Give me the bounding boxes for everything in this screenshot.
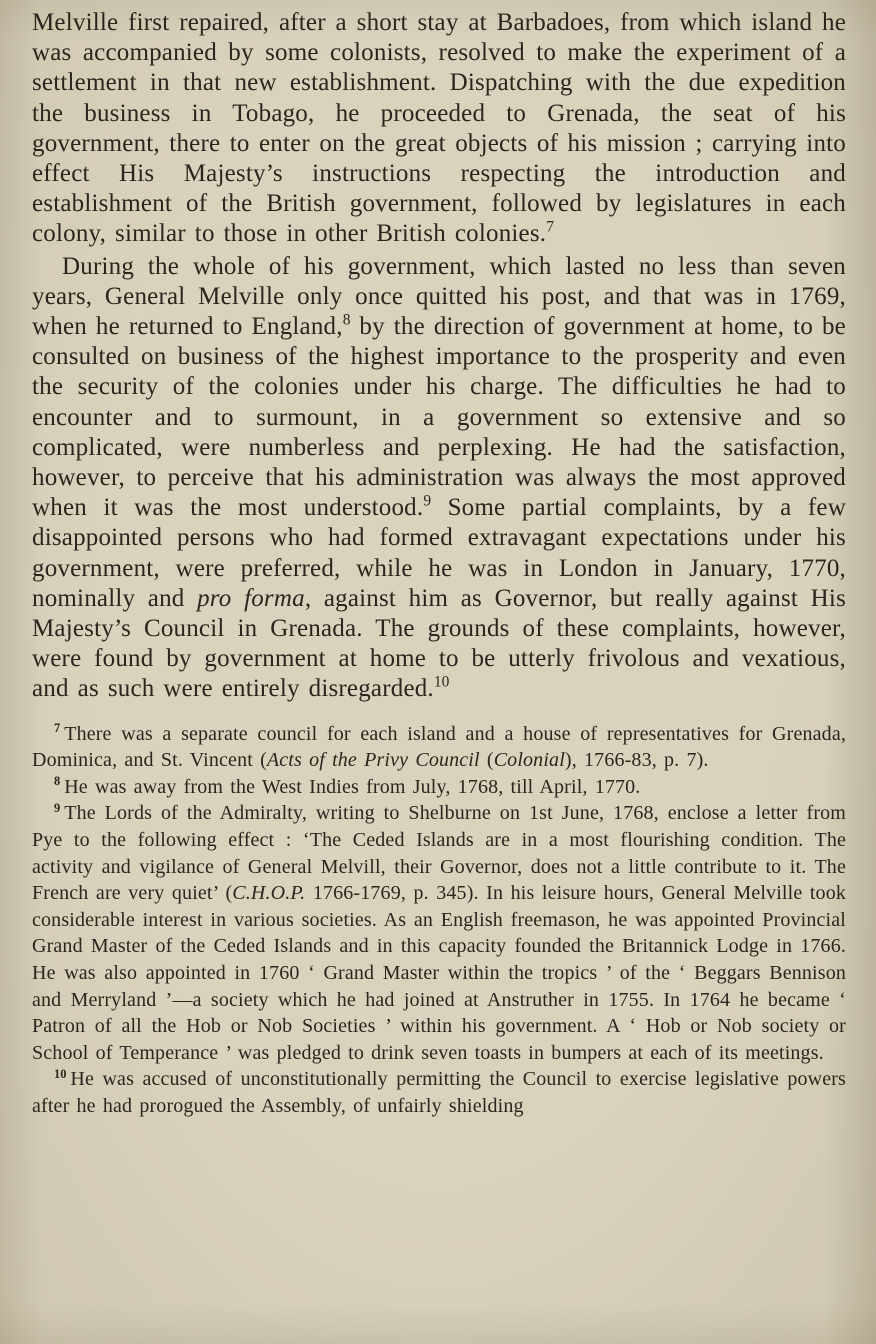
text-run: He was accused of unconstitutionally permitting the Council to exercise legislative powers after he had prorogued the Assembly, of unfairly shielding: [32, 1068, 846, 1117]
footnote-number: 8: [54, 774, 61, 789]
text-run: He was away from the West Indies from July, 1768, till April, 1770.: [64, 775, 641, 798]
footnote-10: [32, 1066, 846, 1119]
footnote-number: 7: [54, 721, 61, 736]
text-run: (: [479, 749, 494, 772]
text-run: The Lords of the Admiralty, writing to Shelburne on 1st June, 1768, enclose a letter from Pye to the following effect : ‘The Ceded Islands are in a most flourishing condition. The activity and vigilance of General Melvill, their Governor, does not a little contribute to it. The French are very quiet’ (: [32, 802, 846, 905]
text-run: Some partial complaints, by a few disappointed persons who had formed extravagant expectations under his government, were preferred, while he was in London in January, 1770, nominally and: [32, 494, 846, 612]
footnote-ref: 9: [423, 492, 432, 510]
footnote-ref: 10: [433, 674, 450, 692]
footnote-ref: 7: [546, 219, 554, 237]
footnotes: [32, 721, 846, 1120]
text-run: C.H.O.P.: [232, 882, 306, 905]
footnote-number: 10: [54, 1066, 67, 1081]
text-run: Melville first repaired, after a short stay at Barbadoes, from which island he was accompanied by some colonists, resolved to make the experiment of a settlement in that new establishment. Dispatching with the due expedition the business in Tobago, he proceeded to Grenada, the seat of his government, there to enter on the great objects of his mission ; carrying into effect His Majesty’s instructions respecting the introduction and establishment of the British government, followed by legislatures in each colony, similar to those in other British colonies.: [32, 9, 846, 248]
footnote-9: [32, 800, 846, 1066]
paragraph-1: [32, 8, 846, 250]
text-run: Colonial: [493, 749, 565, 772]
text-run: by the direction of government at home, to be consulted on business of the highest importance to the prosperity and even the security of the colonies under his charge. The difficulties he had to encounter and to surmount, in a government so extensive and so complicated, were numberless and perplexing. He had the satisfaction, however, to perceive that his administration was always the most approved when it was the most understood.: [32, 313, 846, 522]
text-run: Acts of the Privy Council: [266, 749, 480, 772]
text-run: During the whole of his government, which lasted no less than seven years, General Melville only once quitted his post, and that was in 1769, when he returned to England,: [32, 252, 846, 341]
body-text: [32, 8, 846, 705]
footnote-ref: 8: [342, 311, 351, 329]
text-run: There was a separate council for each island and a house of representatives for Grenada, Dominica, and St. Vincent (: [32, 722, 846, 772]
text-run: 1766-1769, p. 345). In his leisure hours, General Melville took considerable interest in various societies. As an English freemason, he was appointed Provincial Grand Master of the Ceded Islands and in this capacity founded the Britannick Lodge in 1766. He was also appointed in 1760 ‘ Grand Master within the tropics ’ of the ‘ Beggars Bennison and Merryland ’—a society which he had joined at Anstruther in 1755. In 1764 he became ‘ Patron of all the Hob or Nob Societies ’ within his government. A ‘ Hob or Nob society or School of Temperance ’ was pledged to drink seven toasts in bumpers at each of its meetings.: [32, 882, 846, 1064]
paragraph-2: [32, 252, 846, 705]
text-run: pro forma: [197, 584, 305, 612]
footnote-number: 9: [54, 800, 61, 815]
text-run: , against him as Governor, but really against His Majesty’s Council in Grenada. The grounds of these complaints, however, were found by government at home to be utterly frivolous and vexatious, and as such were entirely disregarded.: [32, 584, 846, 703]
footnote-8: [32, 774, 846, 801]
footnote-7: [32, 721, 846, 774]
text-run: ), 1766-83, p. 7).: [564, 749, 709, 772]
